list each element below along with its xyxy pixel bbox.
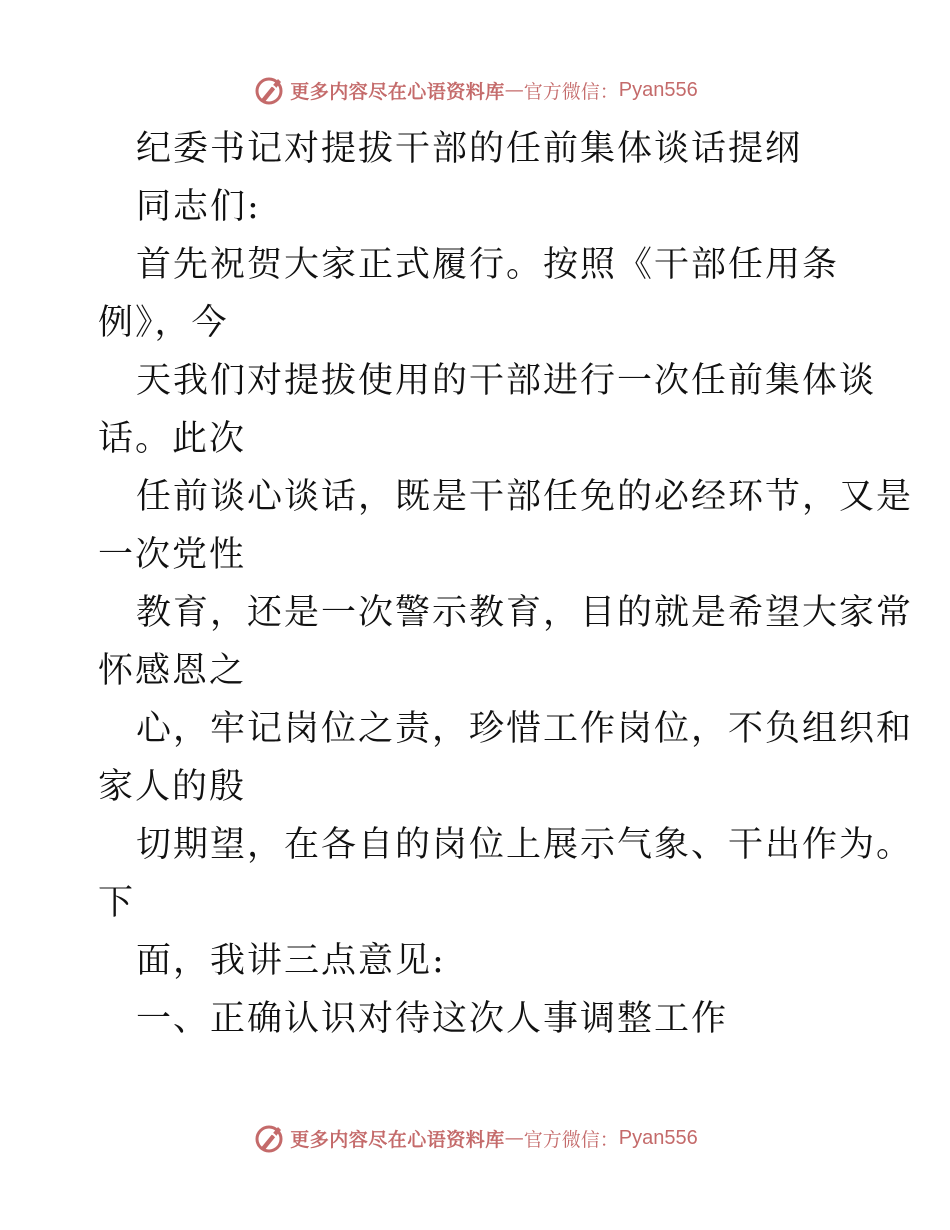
watermark-separator: — (504, 1127, 524, 1149)
watermark-wechat-id: Pyan556 (618, 78, 698, 101)
paragraph-line: 切期望，在各自的岗位上展示气象、干出作为。 (136, 825, 914, 865)
paragraph-line: 一次党性 (98, 535, 247, 575)
salutation: 同志们: (136, 187, 261, 227)
paragraph-line: 任前谈心谈话，既是干部任免的必经环节，又是 (136, 477, 914, 517)
paragraph-line: 面，我讲三点意见: (136, 941, 446, 981)
paragraph-line: 家人的殷 (98, 767, 247, 807)
paragraph-line: 教育，还是一次警示教育，目的就是希望大家常 (136, 593, 914, 633)
paragraph-line: 首先祝贺大家正式履行。按照《干部任用条 (136, 245, 840, 285)
header-watermark (0, 70, 950, 110)
section-heading: 一、正确认识对待这次人事调整工作 (136, 999, 729, 1039)
watermark-text: 更多内容尽在心语资料库 (290, 80, 505, 103)
paragraph-line: 天我们对提拔使用的干部进行一次任前集体谈 (136, 361, 877, 401)
document-title: 纪委书记对提拔干部的任前集体谈话提纲 (136, 129, 803, 169)
paragraph-line: 心，牢记岗位之责，珍惜工作岗位，不负组织和 (136, 709, 914, 749)
watermark-wechat-id: Pyan556 (618, 1126, 698, 1149)
quill-pen-circle-icon (252, 1121, 286, 1155)
paragraph-line: 话。此次 (98, 419, 247, 459)
watermark-text: 更多内容尽在心语资料库 (290, 1128, 505, 1151)
watermark-wechat-label: 官方微信： (523, 1128, 619, 1151)
watermark-separator: — (504, 79, 524, 101)
footer-watermark (0, 1118, 950, 1158)
watermark-wechat-label: 官方微信： (523, 80, 619, 103)
document-body (98, 120, 914, 1048)
paragraph-line: 下 (98, 883, 136, 923)
paragraph-line: 怀感恩之 (98, 651, 247, 691)
paragraph-line: 例》，今 (98, 303, 229, 343)
quill-pen-circle-icon (252, 73, 286, 107)
